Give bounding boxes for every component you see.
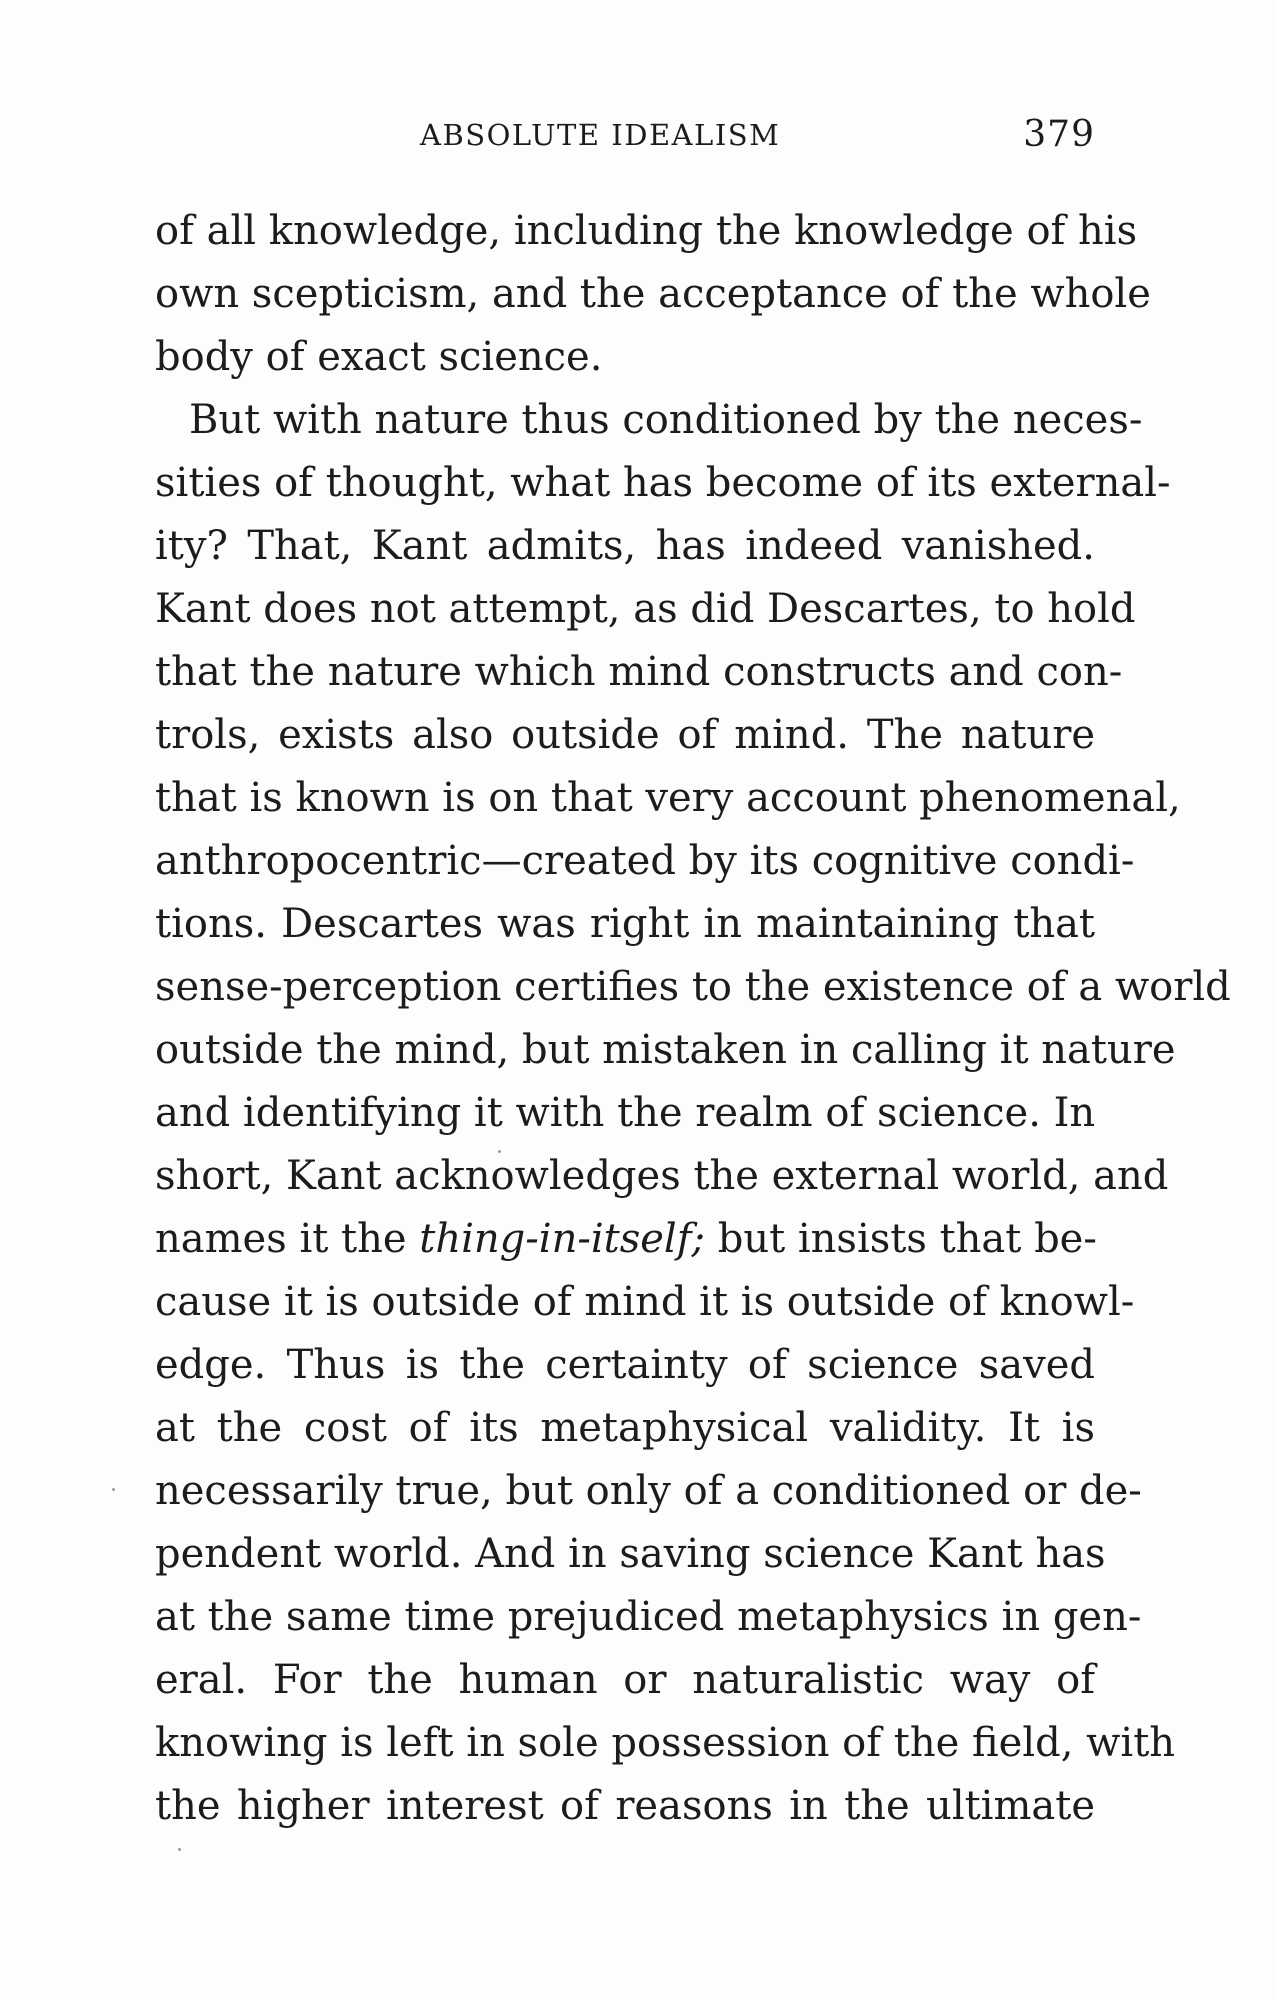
text-line: that the nature which mind constructs and con-: [155, 649, 1123, 695]
page-number: 379: [1023, 114, 1095, 155]
text-line: ity? That, Kant admits, has indeed vanished.: [155, 523, 1095, 569]
text-line: the higher interest of reasons in the ultimate: [155, 1783, 1095, 1829]
italic-term: thing-in-itself;: [419, 1216, 705, 1262]
text-line: But with nature thus conditioned by the neces-: [189, 397, 1143, 443]
text-line: [155, 1208, 1095, 1271]
text-line: necessarily true, but only of a conditioned or de-: [155, 1468, 1142, 1514]
text-line: outside the mind, but mistaken in calling it nature: [155, 1027, 1176, 1073]
body-text: [155, 200, 1231, 1838]
text-line: eral. For the human or naturalistic way of: [155, 1657, 1095, 1703]
text-line: and identifying it with the realm of science. In: [155, 1090, 1096, 1136]
text-line: knowing is left in sole possession of the field, with: [155, 1720, 1176, 1766]
text-line: trols, exists also outside of mind. The nature: [155, 712, 1095, 758]
text-line: tions. Descartes was right in maintaining that: [155, 901, 1095, 947]
text-line: pendent world. And in saving science Kant has: [155, 1531, 1106, 1577]
paper-speck: [178, 1848, 181, 1851]
paper-speck: [498, 1150, 501, 1153]
text-line: that is known is on that very account phenomenal,: [155, 775, 1181, 821]
line-text-after-italic: but insists that be-: [705, 1216, 1097, 1262]
text-line: Kant does not attempt, as did Descartes, to hold: [155, 586, 1136, 632]
line-text-before-italic: names it the: [155, 1216, 420, 1262]
text-line: anthropocentric—created by its cognitive condi-: [155, 838, 1135, 884]
text-line: body of exact science.: [155, 334, 603, 380]
text-line: at the same time prejudiced metaphysics in gen-: [155, 1594, 1142, 1640]
text-line: sense-perception certifies to the existence of a world: [155, 964, 1231, 1010]
text-line: edge. Thus is the certainty of science saved: [155, 1342, 1095, 1388]
text-line: of all knowledge, including the knowledge of his: [155, 208, 1138, 254]
paper-speck: [112, 1488, 115, 1491]
running-title: ABSOLUTE IDEALISM: [420, 118, 781, 152]
text-line: short, Kant acknowledges the external world, and: [155, 1153, 1169, 1199]
text-line: sities of thought, what has become of its external-: [155, 460, 1171, 506]
text-line: own scepticism, and the acceptance of the whole: [155, 271, 1151, 317]
text-line: at the cost of its metaphysical validity. It is: [155, 1405, 1095, 1451]
text-line: cause it is outside of mind it is outside of knowl-: [155, 1279, 1135, 1325]
running-head: [150, 114, 1095, 166]
